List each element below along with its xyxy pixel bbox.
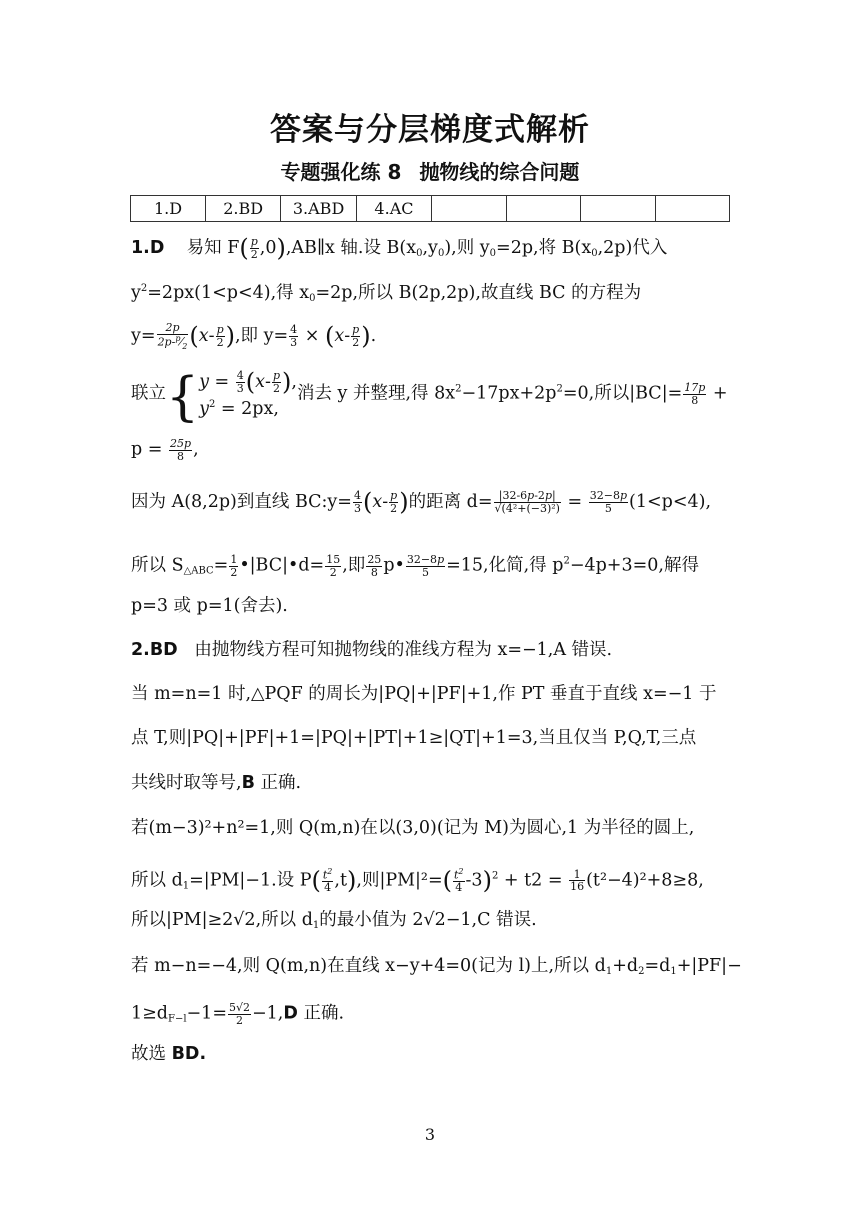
text: =0,所以|BC|= [562, 383, 683, 404]
solution-line: 若(m−3)²+n²=1,则 Q(m,n)在以(3,0)(记为 M)为圆心,1 为半径的圆上, [131, 818, 695, 838]
text: •|BC|•d= [239, 555, 325, 576]
answer-cell: 1.D [131, 196, 206, 222]
subtitle-part2: 抛物线的综合问题 [419, 160, 580, 184]
text: B [241, 773, 255, 793]
text: D [283, 1003, 298, 1024]
text: 若 m−n=−4,则 Q(m,n)在直线 x−y+4=0(记为 l)上,所以 d [131, 956, 606, 976]
text: ,即 [342, 555, 366, 576]
text: −1= [186, 1003, 227, 1024]
text: =d [644, 956, 671, 976]
answer-cell: 3.ABD [281, 196, 357, 222]
solution-line: p = $\frac{25p}{8}$ , [131, 437, 199, 463]
answer-cell [581, 196, 655, 222]
text: −1, [252, 1003, 284, 1024]
solution-line: 若 m−n=−4,则 Q(m,n)在直线 x−y+4=0(记为 l)上,所以 $d_1+d_2=d_1+|PF|-$ [131, 956, 742, 977]
section-subtitle [0, 156, 860, 185]
answer-cell [506, 196, 580, 222]
text: 的最小值为 2√2−1,C 错误. [319, 910, 537, 930]
text: 所以 S [131, 555, 184, 576]
answer-cell [432, 196, 506, 222]
answer-cell [655, 196, 730, 222]
text: 的距离 d= [408, 492, 493, 512]
solution-line: 所以 $S_{\triangle ABC}=$ $\frac{1}{2}$ •|BC|•d= $\frac{15}{2}$ ,即 $\frac{25}{8}$ p• $\frac{32-8p}{5}$ =15,化简,得 $p^2-4p+3=0$,解得 [131, 553, 699, 579]
text: ),则 y [444, 238, 490, 258]
text: 所以 d [131, 870, 183, 891]
text: =15,化简,得 p [446, 555, 564, 576]
text: +d [612, 956, 639, 976]
solution-line: 当 m=n=1 时,△PQF 的周长为|PQ|+|PF|+1,作 PT 垂直于直线 x=−1 于 [131, 684, 717, 704]
solution-line: $y^2=2px(1<p<4)$,得 $x_0=2p$,所以 B(2p,2p),故直线 BC 的方程为 [131, 283, 642, 304]
equation-system: y = $\frac{4}{3}$ (x- $\frac{p}{2}$ ), $y^2 = 2px$, [199, 368, 297, 420]
answer-table [130, 195, 730, 222]
solution-line: p=3 或 p=1(舍去). [131, 596, 288, 616]
text: y= [131, 325, 156, 346]
text: 易知 F [186, 238, 240, 258]
text: ,y [422, 238, 438, 258]
solution-line [131, 642, 612, 660]
text: 由抛物线方程可知抛物线的准线方程为 x=−1,A 错误. [194, 640, 613, 660]
text: 正确. [297, 1003, 345, 1024]
text: =|PM|−1.设 P [189, 870, 312, 891]
math-fraction: $\frac{|32-6p-2p|}{\text{√(4²+(−3)²)}}$ [494, 489, 560, 515]
math-fraction: $\frac{2p}{2p-^p⁄_2}$ [157, 321, 188, 351]
answer-cell: 4.AC [356, 196, 431, 222]
solution-line [131, 775, 301, 793]
text: + t2 = [503, 870, 563, 891]
subtitle-part1: 专题强化练 8 [280, 160, 402, 184]
text: (t²−4)²+8≥8, [586, 870, 704, 891]
text: ,则|PM|²= [356, 870, 443, 891]
solution-line: y= $\frac{2p}{2p-^p⁄_2}$ (x- $\frac{p}{2}$ ),即 y= $\frac{4}{3}$ × (x- $\frac{p}{2}$ ). [131, 321, 377, 351]
text: ,AB∥x 轴.设 B(x [285, 238, 417, 258]
text: −4p+3=0,解得 [569, 555, 699, 576]
page-title: 答案与分层梯度式解析 [270, 112, 590, 148]
text: × [304, 325, 320, 346]
text: ,即 y= [234, 325, 289, 346]
math-fraction: $\frac{p}{2}$ [250, 235, 258, 261]
text: p• [383, 555, 405, 576]
text: (1<p<4), [629, 492, 712, 512]
solution-line: 所以|PM|≥2√2,所以 $d_1$的最小值为 2√2−1,C 错误. [131, 910, 537, 931]
solution-line: 1.D 易知 F( $\frac{p}{2}$ ,0),AB∥x 轴.设 $B(x_0,y_0)$,则 $y_0=2p$,将 $B(x_0,2p)$代入 [131, 234, 668, 262]
text: p = [131, 439, 163, 460]
text: 故选 [131, 1044, 172, 1064]
question-number: 2.BD [131, 640, 178, 660]
text: 1≥d [131, 1003, 168, 1024]
text: =2p,将 B(x [496, 238, 592, 258]
answer-row [131, 196, 730, 222]
text: =2p,所以 B(2p,2p),故直线 BC 的方程为 [315, 283, 642, 303]
text: −17px+2p [461, 383, 557, 404]
solution-line: 点 T,则|PQ|+|PF|+1=|PQ|+|PT|+1≥|QT|+1=3,当且仅当 P,Q,T,三点 [131, 728, 697, 748]
text: 联立 [131, 383, 166, 404]
text: ,2p)代入 [597, 238, 668, 258]
solution-line: $1\ge d_{F-l}-1=$ $\frac{5√2}{2}$ −1,D 正确. [131, 1001, 345, 1027]
page-number: 3 [424, 1125, 436, 1144]
text: 因为 A(8,2p)到直线 BC:y= [131, 492, 352, 512]
solution-line: 所以 $d_1=|PM|-1$.设 P( $\frac{t^2}{4}$ ,t),则|PM|²=( $\frac{t^2}{4}$ -3)$^2$ + t2 = $\frac{1}{16}$ (t²−4)²+8≥8, [131, 866, 704, 895]
question-number: 1.D [131, 238, 165, 258]
answer-cell: 2.BD [206, 196, 281, 222]
text: 共线时取等号, [131, 773, 242, 793]
text: BD. [171, 1044, 207, 1064]
text: 正确. [254, 773, 302, 793]
solution-line [131, 1046, 206, 1064]
solution-line: 联立{ y = $\frac{4}{3}$ (x- $\frac{p}{2}$ ), $y^2 = 2px$, 消去 y 并整理,得 $8x^2-17px+2p^2=0$,所以|BC|= $\frac{17p}{8}$ + [131, 367, 728, 428]
text: 所以|PM|≥2√2,所以 d [131, 910, 313, 930]
text: +|PF|− [676, 956, 742, 976]
text: =2px(1<p<4),得 x [147, 283, 310, 303]
solution-line: 因为 A(8,2p)到直线 BC:y= $\frac{4}{3}$ (x- $\frac{p}{2}$ )的距离 d= $\frac{|32-6p-2p|}{\text{√(4²+(−3)²)}}$ = $\frac{32-8p}{5}$ (1<p<4), [131, 488, 712, 516]
text: 消去 y 并整理,得 8x [296, 383, 456, 404]
